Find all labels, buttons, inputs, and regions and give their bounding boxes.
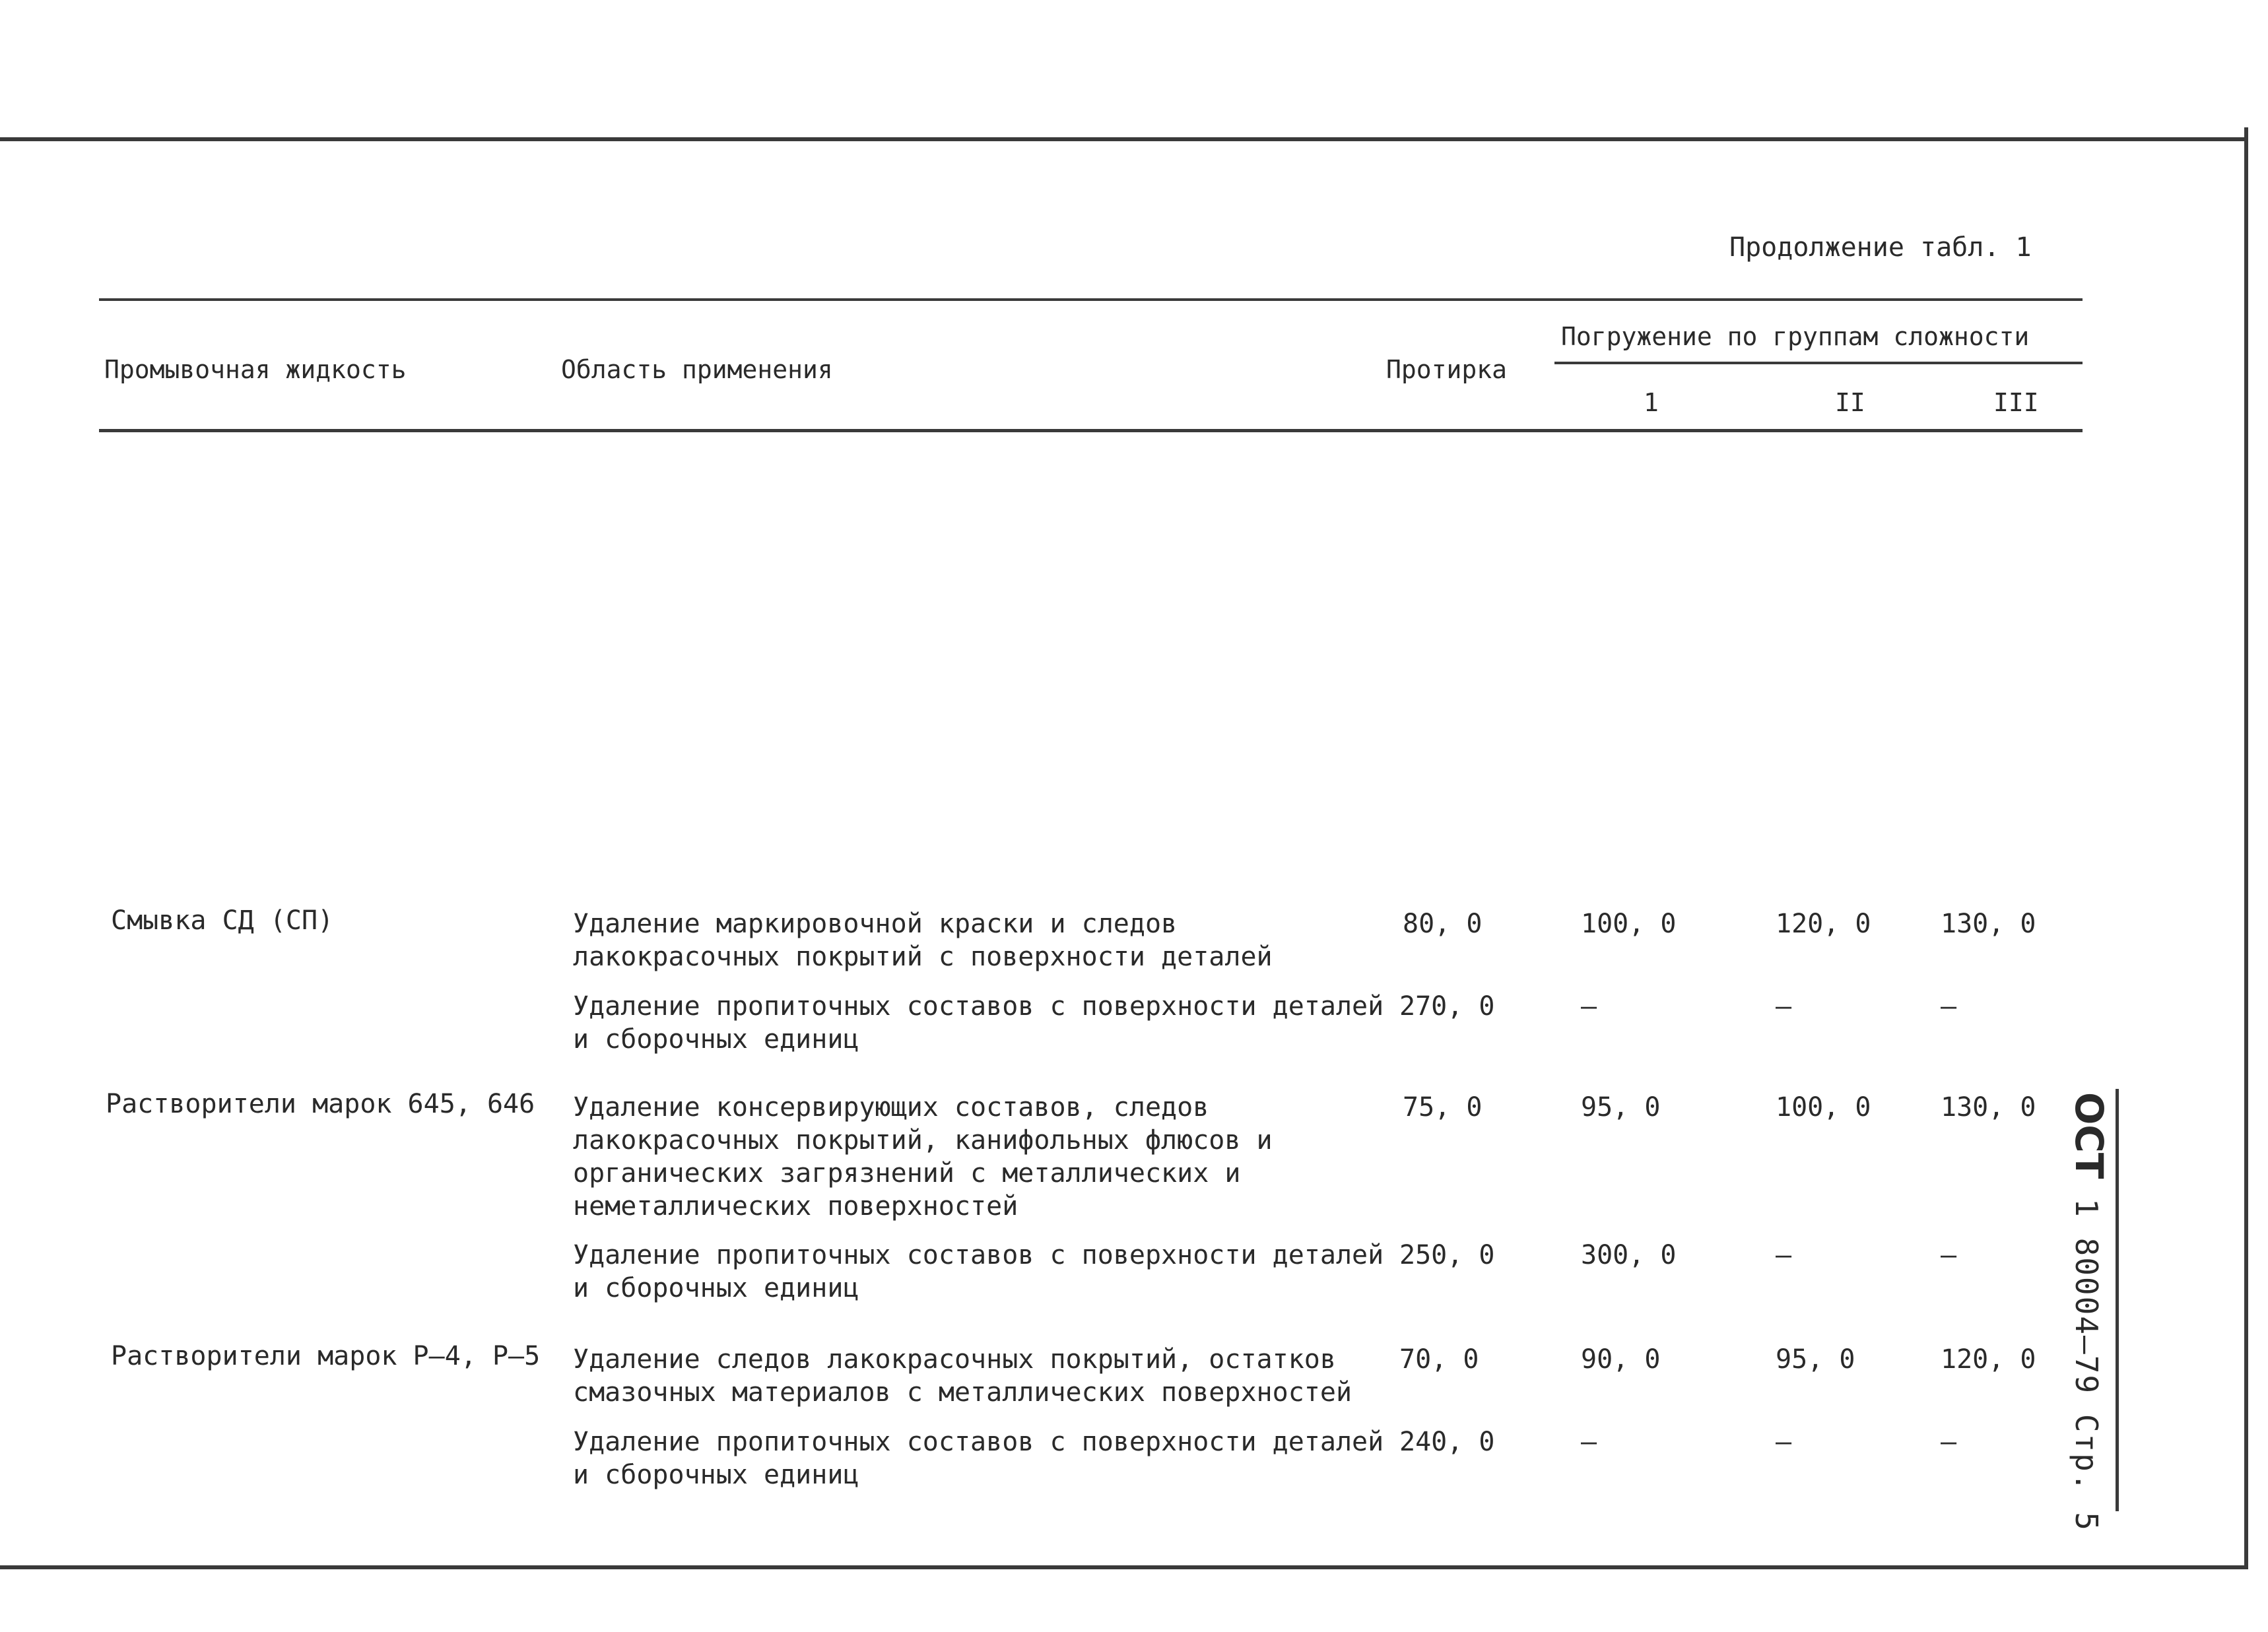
table-row-area: Удаление пропиточных составов с поверхности деталей и сборочных единиц xyxy=(573,991,1384,1055)
table-row-group-3: – xyxy=(1941,1427,1957,1457)
table-row-area: Удаление маркировочной краски и следов лакокрасочных покрытий с поверхности деталей xyxy=(573,909,1273,972)
stamp-code: ОСТ xyxy=(2067,1092,2112,1179)
header-fluid: Промывочная жидкость xyxy=(104,355,407,384)
stamp-side-rule xyxy=(2116,1089,2119,1511)
table-row-fluid: Растворители марок 645, 646 xyxy=(106,1089,535,1119)
header-group-1: 1 xyxy=(1644,388,1659,417)
header-immersion: Погружение по группам сложности xyxy=(1561,322,2030,351)
header-group-3: III xyxy=(1993,388,2039,417)
table-row-wipe: 70, 0 xyxy=(1399,1344,1479,1375)
stamp-number: 1 80004–79 xyxy=(2069,1198,2104,1395)
table-row-group-3: 130, 0 xyxy=(1941,1092,2036,1123)
table-row-group-1: 100, 0 xyxy=(1581,909,1677,939)
table-row-wipe: 80, 0 xyxy=(1403,909,1483,939)
table-row-area: Удаление следов лакокрасочных покрытий, остатков смазочных материалов с металлических поверхностей xyxy=(573,1344,1352,1408)
table-row-group-1: 95, 0 xyxy=(1581,1092,1661,1123)
table-row-fluid: Смывка СД (СП) xyxy=(111,905,334,936)
header-bottom-rule xyxy=(99,429,2083,432)
table-row-group-1: – xyxy=(1581,1427,1597,1457)
table-row-wipe: 270, 0 xyxy=(1399,991,1495,1022)
table-row-wipe: 75, 0 xyxy=(1403,1092,1483,1123)
document-stamp xyxy=(2067,1092,2112,1532)
table-row-group-3: 120, 0 xyxy=(1941,1344,2036,1375)
table-row-group-1: 90, 0 xyxy=(1581,1344,1661,1375)
header-wipe: Протирка xyxy=(1386,355,1508,384)
header-group-2: II xyxy=(1835,388,1865,417)
table-row-area: Удаление пропиточных составов с поверхности деталей и сборочных единиц xyxy=(573,1427,1384,1490)
table-row-group-2: – xyxy=(1776,1427,1792,1457)
table-caption: Продолжение табл. 1 xyxy=(1729,232,2032,263)
table-row-group-1: 300, 0 xyxy=(1581,1240,1677,1270)
header-area: Область применения xyxy=(561,355,833,384)
table-row-area: Удаление консервирующих составов, следов лакокрасочных покрытий, канифольных флюсов и органических загрязнений с металлических и неметаллических поверхностей xyxy=(573,1092,1273,1222)
table-row-group-2: – xyxy=(1776,1240,1792,1270)
table-row-wipe: 250, 0 xyxy=(1399,1240,1495,1270)
table-row-area: Удаление пропиточных составов с поверхности деталей и сборочных единиц xyxy=(573,1240,1384,1303)
table-row-group-3: – xyxy=(1941,991,1957,1022)
table-row-group-2: 120, 0 xyxy=(1776,909,1871,939)
stamp-page: Стр. 5 xyxy=(2069,1414,2104,1532)
table-row-wipe: 240, 0 xyxy=(1399,1427,1495,1457)
frame-top xyxy=(0,137,2248,141)
table-row-group-2: – xyxy=(1776,991,1792,1022)
table-row-group-2: 100, 0 xyxy=(1776,1092,1871,1123)
table-row-group-3: – xyxy=(1941,1240,1957,1270)
table-row-group-3: 130, 0 xyxy=(1941,909,2036,939)
immersion-subheader-rule xyxy=(1554,362,2083,364)
table-row-fluid: Растворители марок Р–4, Р–5 xyxy=(111,1341,541,1371)
table-row-group-1: – xyxy=(1581,991,1597,1022)
table-row-group-2: 95, 0 xyxy=(1776,1344,1855,1375)
frame-right xyxy=(2244,127,2248,1569)
frame-bottom xyxy=(0,1565,2248,1569)
header-top-rule xyxy=(99,298,2083,301)
